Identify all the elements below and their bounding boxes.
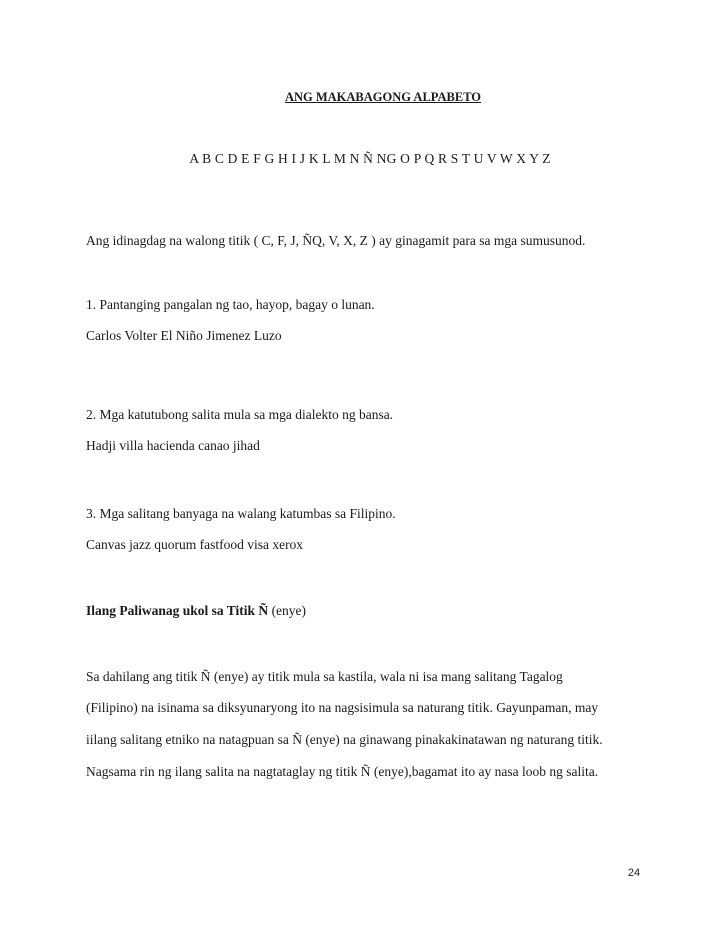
intro-sentence: Ang idinagdag na walong titik ( C, F, J, ÑQ, V, X, Z ) ay ginagamit para sa mga sumusunod. [86, 233, 586, 248]
alphabet-line: A B C D E F G H I J K L M N Ñ NG O P Q R S T U V W X Y Z [189, 151, 551, 166]
paragraph-line-2: (Filipino) na isinama sa diksyunaryong ito na nagsisimula sa naturang titik. Gayunpaman, may [86, 700, 599, 715]
paragraph-line-3: iilang salitang etniko na natagpuan sa Ñ (enye) na ginawang pinakakinatawan ng naturang titik. [86, 732, 603, 747]
item-1-heading: 1. Pantanging pangalan ng tao, hayop, bagay o lunan. [86, 297, 375, 312]
item-3-example: Canvas jazz quorum fastfood visa xerox [86, 537, 304, 552]
section-heading [86, 602, 306, 620]
item-1-example: Carlos Volter El Niño Jimenez Luzo [86, 328, 282, 343]
paragraph-line-1: Sa dahilang ang titik Ñ (enye) ay titik mula sa kastila, wala ni isa mang salitang Tagalog [86, 669, 563, 684]
paragraph-line-4: Nagsama rin ng ilang salita na nagtataglay ng titik Ñ (enye),bagamat ito ay nasa loob ng salita. [86, 764, 599, 779]
item-2-example: Hadji villa hacienda canao jihad [86, 438, 260, 453]
item-2-heading: 2. Mga katutubong salita mula sa mga dialekto ng bansa. [86, 407, 394, 422]
page-number: 24 [627, 867, 641, 879]
section-heading-bold: Ilang Paliwanag ukol sa Titik Ñ [86, 603, 269, 618]
section-heading-suffix: (enye) [268, 603, 307, 618]
item-3-heading: 3. Mga salitang banyaga na walang katumbas sa Filipino. [86, 506, 396, 521]
page-title: ANG MAKABAGONG ALPABETO [284, 90, 482, 104]
